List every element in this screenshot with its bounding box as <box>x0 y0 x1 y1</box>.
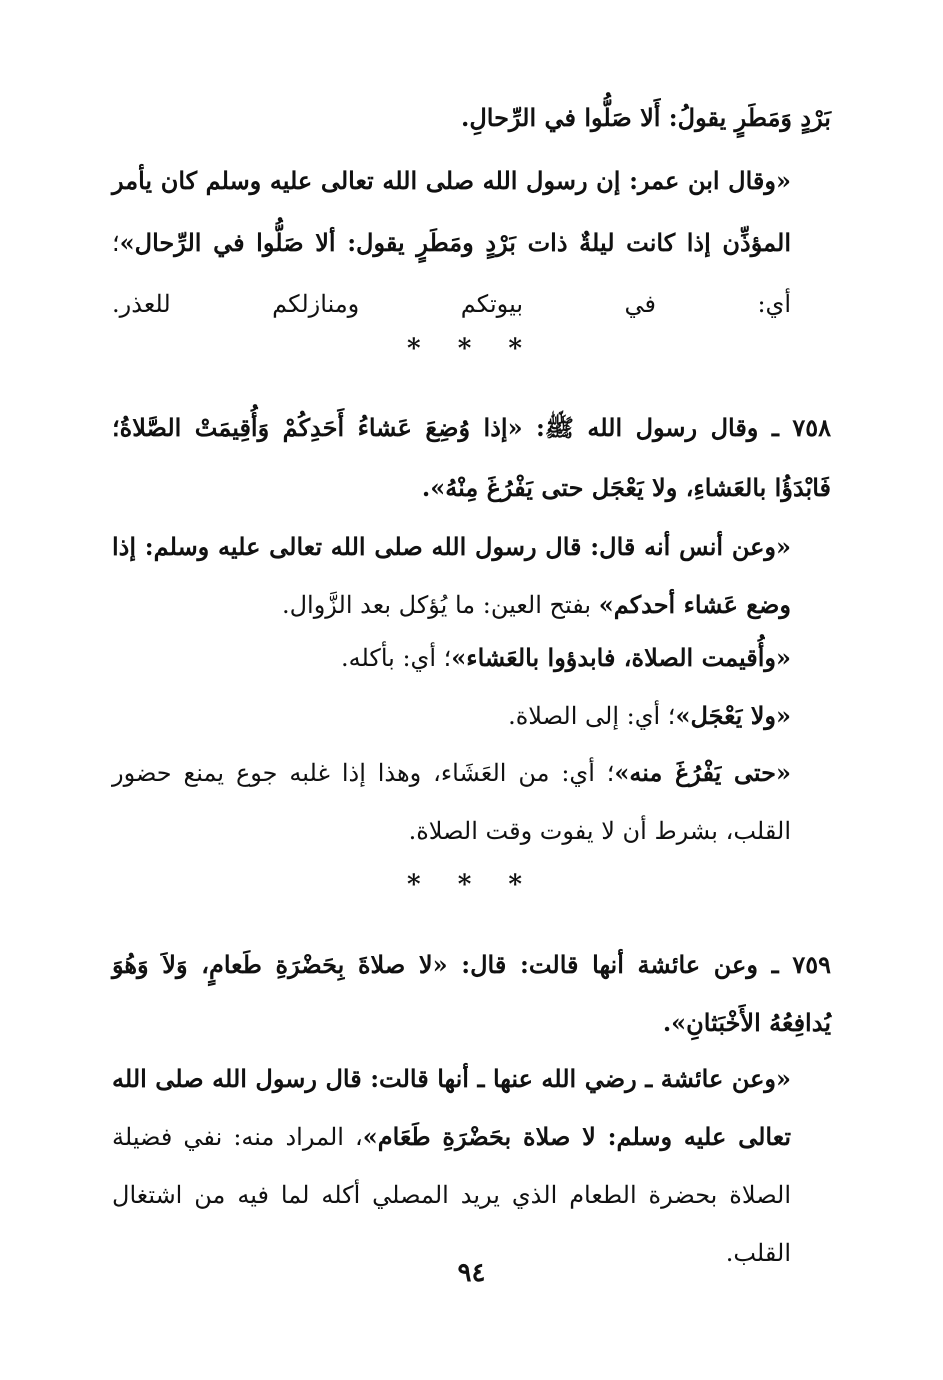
hadith-758 <box>112 398 831 518</box>
commentary-text: بفتح العين: ما يُؤكل بعد الزَّوال. <box>281 591 599 619</box>
paragraph-ibn-umar <box>112 150 831 335</box>
quoted-text: «وعن أنس أنه قال: قال رسول الله صلى الله تعالى عليه وسلم: إذا وضع عَشاء أحدكم» <box>112 532 791 619</box>
quoted-text: «حتى يَفْرُغَ منه» <box>614 758 792 787</box>
section-separator: * * * <box>407 334 536 364</box>
hadith-text: بَرْدٍ وَمَطَرٍ يقولُ: أَلا صَلُّوا في الرِّحالِ. <box>460 103 831 132</box>
paragraph-aisha <box>112 1050 831 1282</box>
paragraph-anas <box>112 518 831 634</box>
commentary-text: ؛ أي: إلى الصلاة. <box>508 702 676 730</box>
page-number: ٩٤ <box>457 1258 486 1288</box>
paragraph-hatta <box>112 744 831 860</box>
section-separator: * * * <box>407 870 536 900</box>
paragraph-la-yajal <box>112 686 831 746</box>
commentary-text: ، المراد منه: نفي فضيلة الصلاة بحضرة الطعام الذي يريد المصلي أكله لما فيه من اشتغال القلب. <box>112 1123 791 1267</box>
quoted-text: «وعن عائشة ـ رضي الله عنها ـ أنها قالت: قال رسول الله صلى الله تعالى عليه وسلم: لا صلاة بحَضْرَةِ طَعَام» <box>112 1064 791 1151</box>
commentary-text: ؛ أي: في بيوتكم ومنازلكم للعذر. <box>112 229 791 318</box>
commentary-text: ؛ أي: من العَشَاء، وهذا إذا غلبه جوع يمنع حضور القلب، بشرط أن لا يفوت وقت الصلاة. <box>112 759 791 845</box>
paragraph-continuation <box>112 88 831 148</box>
quoted-text: «وقال ابن عمر: إن رسول الله صلى الله تعالى عليه وسلم كان يأمر المؤذِّن إذا كانت ليلةٌ ذات بَرْدٍ ومَطَرٍ يقول: ألا صَلُّوا في الرِّحال» <box>112 166 791 257</box>
hadith-text: ٧٥٨ ـ وقال رسول الله ﷺ: «إذا وُضِعَ عَشاءُ أَحَدِكُمْ وَأُقِيمَتْ الصَّلاةُ؛ فَابْدَؤُا بالعَشاءِ، ولا يَعْجَل حتى يَفْرُغَ مِنْهُ». <box>112 413 831 502</box>
commentary-text: ؛ أي: بأكله. <box>340 644 452 672</box>
hadith-text: ٧٥٩ ـ وعن عائشة أنها قالت: قال: «لا صلاةَ بِحَضْرَةِ طَعامٍ، وَلاَ وَهُوَ يُدافِعُهُ الأَخْبَثانِ». <box>112 950 831 1037</box>
paragraph-iqamah <box>112 628 831 688</box>
quoted-text: «ولا يَعْجَل» <box>675 701 791 730</box>
quoted-text: «وأُقيمت الصلاة، فابدؤوا بالعَشاء» <box>451 643 791 672</box>
hadith-759 <box>112 936 831 1052</box>
